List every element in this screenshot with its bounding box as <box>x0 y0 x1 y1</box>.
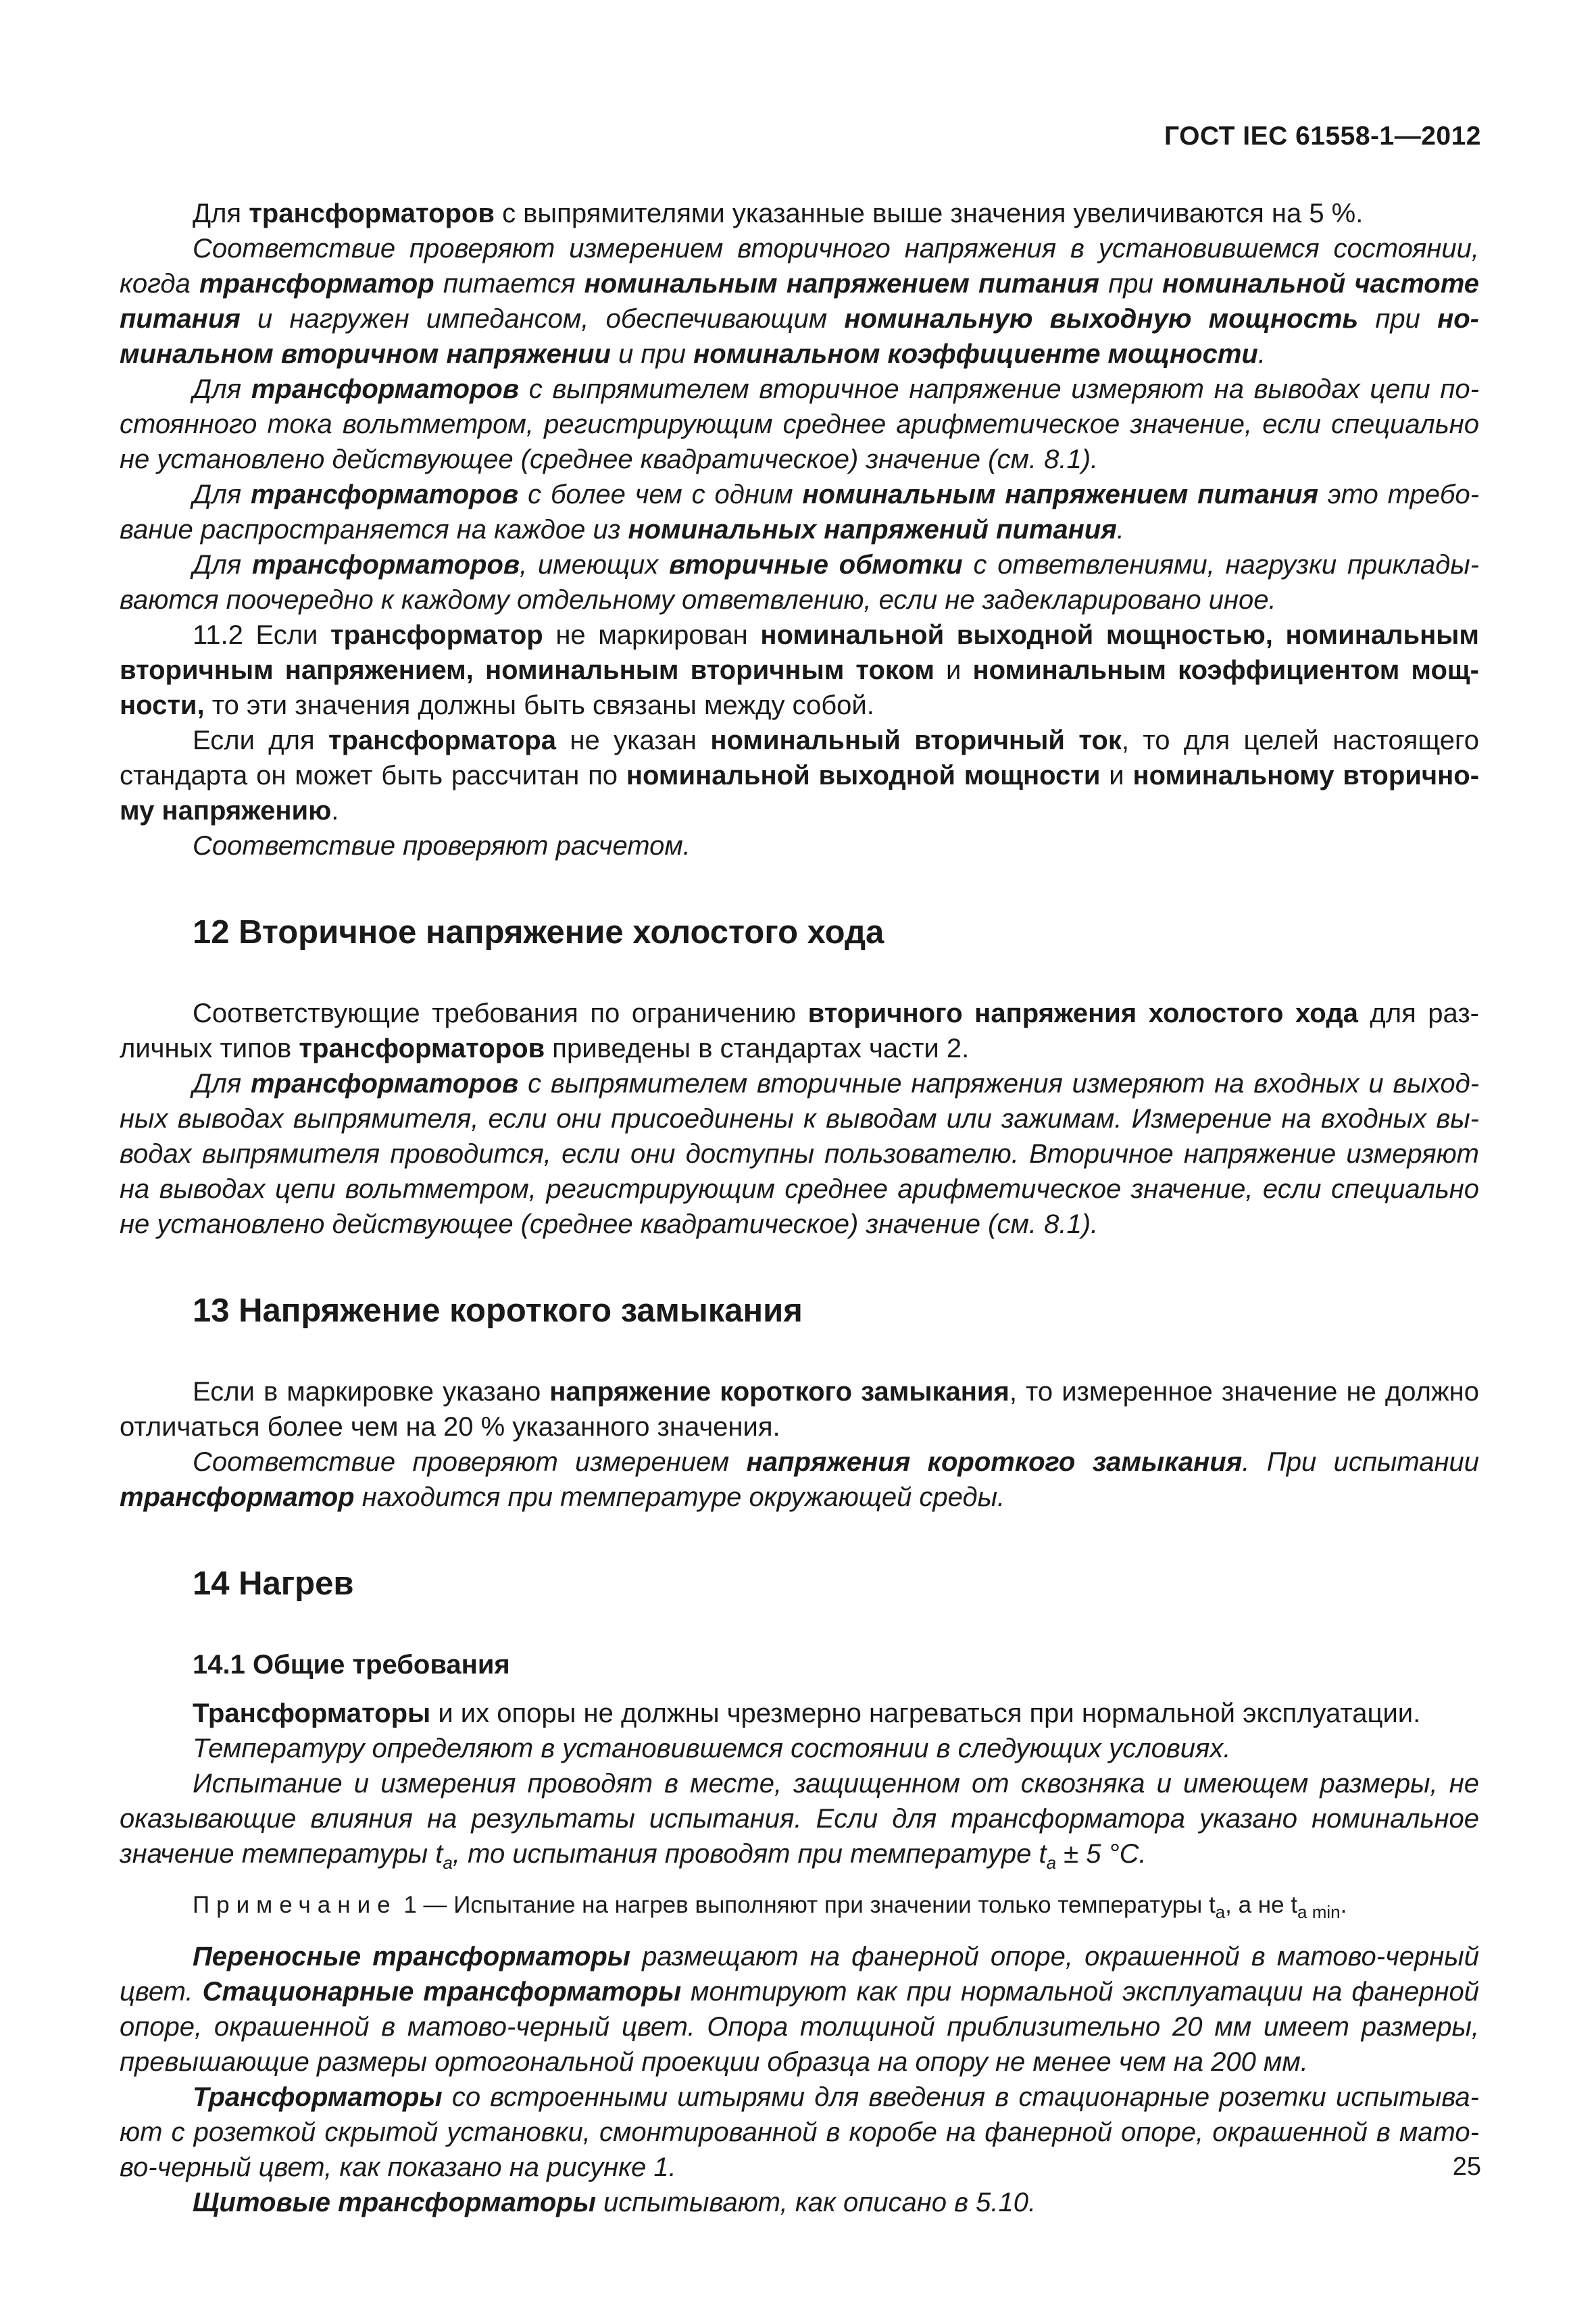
page-body <box>120 196 1479 2220</box>
paragraph: Для трансформаторов, имеющих вторичные обмотки с ответвлениями, нагрузки прикладываются поочередно к каждому отдельному ответвлению, если не задекларировано иное. <box>120 550 1480 615</box>
paragraph: Соответствующие требования по ограничению вторичного напряжения холостого хода для различных типов трансформаторов приведены в стандартах части 2. <box>120 999 1479 1063</box>
paragraph: Для трансформаторов с выпрямителем вторичные напряжения измеряют на входных и выходных выводах выпрямителя, если они присоединены к выводам или зажимам. Измерение на входных выводах выпрямителя проводится, если они доступны пользователю. Вторичное напряжение измеряют на выводах цепи вольтметром, регистрирующим среднее арифметическое значение, если специально не установлено действующее (среднее квадратическое) значение (см. 8.1). <box>120 1069 1480 1239</box>
paragraph: Если для трансформатора не указан номинальный вторичный ток, то для целей настоящего стандарта он может быть рассчитан по номинальной выходной мощности и номинальному вторичному напряжению. <box>120 726 1480 826</box>
paragraph: Температуру определяют в установившемся состоянии в следующих условиях. <box>193 1734 1231 1763</box>
document-id-header: ГОСТ IEC 61558-1—2012 <box>1164 122 1481 151</box>
paragraph: Если в маркировке указано напряжение короткого замыкания, то измеренное значение не должно отличаться более чем на 20 % указанного значения. <box>120 1377 1479 1442</box>
paragraph: Трансформаторы и их опоры не должны чрезмерно нагреваться при нормальной эксплуатации. <box>193 1699 1421 1728</box>
page-number: 25 <box>1452 2153 1481 2181</box>
note-1: Примечание 1 — Испытание на нагрев выполняют при значении только температуры $t_a$, а не $t_{a min}$. <box>193 1892 1347 1922</box>
paragraph: Соответствие проверяют измерением напряжения короткого замыкания. При испытании трансформатор находится при температуре окружающей среды. <box>120 1447 1479 1512</box>
subsection-heading-14-1: 14.1 Общие требования <box>193 1650 510 1680</box>
paragraph: Щитовые трансформаторы испытывают, как описано в 5.10. <box>193 2188 1037 2217</box>
paragraph: Соответствие проверяют расчетом. <box>193 831 691 861</box>
section-heading-12: 12 Вторичное напряжение холостого хода <box>193 914 884 951</box>
paragraph: Для трансформаторов с выпрямителями указанные выше значения увеличиваются на 5 %. <box>193 199 1364 228</box>
paragraph: Для трансформаторов с более чем с одним номинальным напряжением питания это требование распространяется на каждое из номинальных напряжений питания. <box>120 480 1480 545</box>
paragraph: Переносные трансформаторы размещают на фанерной опоре, окрашенной в матово-черный цвет. Стационарные трансформаторы монтируют как при нормальной эксплуатации на фанерной опоре, окрашенной в матово-черный цвет. Опора толщиной приблизительно 20 мм имеет размеры, превышающие размеры ортогональной проекции образца на опору не менее чем на 200 мм. <box>120 1942 1480 2077</box>
paragraph: Для трансформаторов с выпрямителем вторичное напряжение измеряют на выводах цепи постоянного тока вольтметром, регистрирующим среднее арифметическое значение, если специально не установлено действующее (среднее квадратическое) значение (см. 8.1). <box>120 374 1480 474</box>
section-heading-14: 14 Нагрев <box>193 1565 354 1602</box>
paragraph: Трансформаторы со встроенными штырями для введения в стационарные розетки испытывают с розеткой скрытой установки, смонтированной в коробе на фанерной опоре, окрашенной в матово-черный цвет, как показано на рисунке 1. <box>120 2082 1479 2182</box>
paragraph: Испытание и измерения проводят в месте, защищенном от сквозняка и имеющем размеры, не оказывающие влияния на результаты испытания. Если для трансформатора указано номинальное значение температуры $t_a$, то испытания проводят при температуре $t_a \pm 5$ °С. <box>120 1769 1479 1873</box>
paragraph: Соответствие проверяют измерением вторичного напряжения в установившемся состоянии, когда трансформатор питается номинальным напряжением питания при номинальной частоте питания и нагружен импедансом, обеспечивающим номинальную выходную мощность при номинальном вторичном напряжении и при номинальном коэффициенте мощности. <box>120 234 1479 369</box>
section-heading-13: 13 Напряжение короткого замыкания <box>193 1292 803 1329</box>
clause-11-2: 11.2 Если трансформатор не маркирован номинальной выходной мощностью, номинальным вторичным напряжением, номинальным вторичным током и номинальным коэффициентом мощности, то эти значения должны быть связаны между собой. <box>120 620 1480 720</box>
